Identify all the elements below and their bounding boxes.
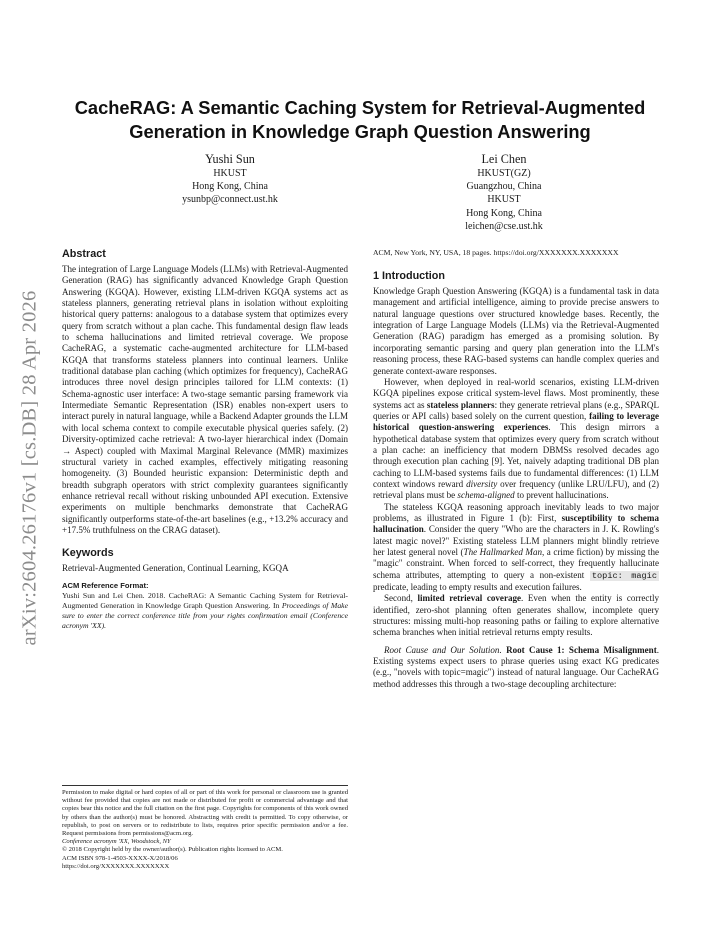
author-name: Lei Chen [481,152,527,166]
conference-line: Conference acronym 'XX, Woodstock, NY [62,838,171,846]
author-affiliation: HKUST(GZ) [477,168,531,179]
inline-code: topic: magic [591,570,657,581]
author-location-2: Hong Kong, China [466,207,542,219]
intro-paragraph-3: The stateless KGQA reasoning approach inevitably leads to two major problems, as illustrated in Figure 1 (b): First, susceptibility to schema hallucination. Consider the query "Who are the characters in J. K. Rowling's latest magic novel?" Existing stateless LLM planners might blindly retrieve her latest general novel (The Hallmarked Man, a crime fiction) by missing the "magic" constraint. When forced to self-correct, they frequently hallucinate schema attributes, attempting to query a non-existent topic: magic predicate, leading to empty results and execution failures. [373,501,659,593]
intro-paragraph-5: Root Cause and Our Solution. Root Cause 1: Schema Misalignment. Existing systems expect users to phrase queries using exact KG predicates (e.g., "novels with topic=magic") instead of natural language. Our CacheRAG method addresses this through a two-stage decoupling architecture: [373,644,659,689]
acm-reference-heading: ACM Reference Format: [62,580,149,590]
author-location: Hong Kong, China [192,181,268,193]
right-column [373,248,659,690]
keywords-heading: Keywords [62,547,114,560]
title-line-1: CacheRAG: A Semantic Caching System for Retrieval-Augmented [74,97,646,118]
isbn-line: ACM ISBN 978-1-4503-XXXX-X/2018/06 [62,854,178,862]
intro-paragraph-1: Knowledge Graph Question Answering (KGQA) is a fundamental task in data management and artificial intelligence, aiming to provide precise answers to natural language questions over structured knowledge bases. Recently, the integration of Large Language Models (LLMs) via the Retrieval-Augmented Generation (RAG) paradigm has emerged as a promising solution. By incorporating semantic parsing and query plan generation into the LLM's reasoning process, these RAG-based systems can handle complex queries and generate context-aware responses. [373,286,659,376]
author-block-2 [374,152,634,233]
doi-line: https://doi.org/XXXXXXX.XXXXXXX [62,862,170,870]
abstract-heading: Abstract [62,248,106,260]
keywords-text: Retrieval-Augmented Generation, Continual Learning, KGQA [62,563,289,574]
copyright-footnote [62,785,348,871]
arxiv-stamp: arXiv:2604.26176v1 [cs.DB] 28 Apr 2026 [18,290,41,646]
acm-reference-continued: ACM, New York, NY, USA, 18 pages. https://doi.org/XXXXXXX.XXXXXXX [373,248,619,257]
author-block-1 [100,152,360,207]
introduction-heading: 1 Introduction [373,270,445,283]
paper-title [60,96,660,144]
author-name: Yushi Sun [205,152,255,166]
author-location: Guangzhou, China [466,181,542,193]
footnote-rule [62,785,348,786]
intro-paragraph-4: Second, limited retrieval coverage. Even when the entity is correctly identified, zero-shot planning often generates shallow, incomplete query structures: missing multi-hop reasoning paths or failing to explore alternative schema branches when initial retrieval returns empty results. [373,593,659,638]
author-email: ysunbp@connect.ust.hk [182,194,278,206]
intro-paragraph-2: However, when deployed in real-world scenarios, existing LLM-driven KGQA pipelines expose critical system-level flaws. Most prominently, these systems act as stateless planners: they generate retrieval plans (e.g., SPARQL queries or API calls) based solely on the current question, failing to leverage historical question-answering experiences. This design mirrors a hypothetical database system that optimizes every query from scratch without a plan cache: an inefficiency that modern DBMSs resolved decades ago through execution plan caching [9]. Yet, naively adapting traditional DB plan caching to LLM-based systems fails due to fundamental differences: (1) LLM context windows reward diversity over frequency (unlike LRU/LFU), and (2) retrieval plans must be schema-aligned to prevent hallucinations. [373,376,660,501]
author-affiliation: HKUST [213,168,247,179]
left-column [62,248,348,631]
title-line-2: Generation in Knowledge Graph Question Answering [129,121,591,142]
acm-reference-text: Yushi Sun and Lei Chen. 2018. CacheRAG: A Semantic Caching System for Retrieval-Augmented Generation in Knowledge Graph Question Answering. In Proceedings of Make sure to enter the correct conference title from your rights confirmation email (Conference acronym 'XX). [62,590,348,630]
permission-notice: Permission to make digital or hard copies of all or part of this work for personal or classroom use is granted without fee provided that copies are not made or distributed for profit or commercial advantage and that copies bear this notice and the full citation on the first page. Copyrights for components of this work owned by others than the author(s) must be honored. Abstracting with credit is permitted. To copy otherwise, or republish, to post on servers or to redistribute to lists, requires prior specific permission and/or a fee. Request permissions from permissions@acm.org. [62,789,348,838]
author-affiliation-2: HKUST [487,194,521,206]
copyright-line: © 2018 Copyright held by the owner/author(s). Publication rights licensed to ACM. [62,846,283,854]
author-email: leichen@cse.ust.hk [465,220,543,232]
abstract-text: The integration of Large Language Models (LLMs) with Retrieval-Augmented Generation (RAG) has significantly advanced Knowledge Graph Question Answering (KGQA). However, existing LLM-driven KGQA systems act as stateless planners, generating retrieval plans in isolation without exploiting historical query patterns: analogous to a database system that optimizes every query from scratch without a plan cache. This fundamental design flaw leads to schema hallucinations and limited retrieval coverage. We propose CacheRAG, a systematic cache-augmented architecture for LLM-based KGQA that transforms stateless planners into continual learners. Unlike traditional database plan caching (which optimizes for frequency), CacheRAG introduces three novel design principles tailored for LLM contexts: (1) Schema-agnostic user interface: A two-stage semantic parsing framework via Intermediate Semantic Representation (ISR) enables non-expert users to interact purely in natural language, while a Backend Adapter grounds the LLM with local schema context to compile executable physical queries safely. (2) Diversity-optimized cache retrieval: A two-layer hierarchical index (Domain → Aspect) coupled with Maximal Marginal Relevance (MMR) maximizes structural variety in cached examples, effectively mitigating reasoning homogeneity. (3) Bounded heuristic expansion: Deterministic depth and breadth subgraph operators with strict complexity guarantees significantly enhance retrieval recall without risking unbounded API execution. Extensive experiments on multiple benchmarks demonstrate that CacheRAG significantly outperforms state-of-the-art baselines (e.g., +13.2% accuracy and +17.5% truthfulness on the CRAG dataset). [62,264,348,535]
